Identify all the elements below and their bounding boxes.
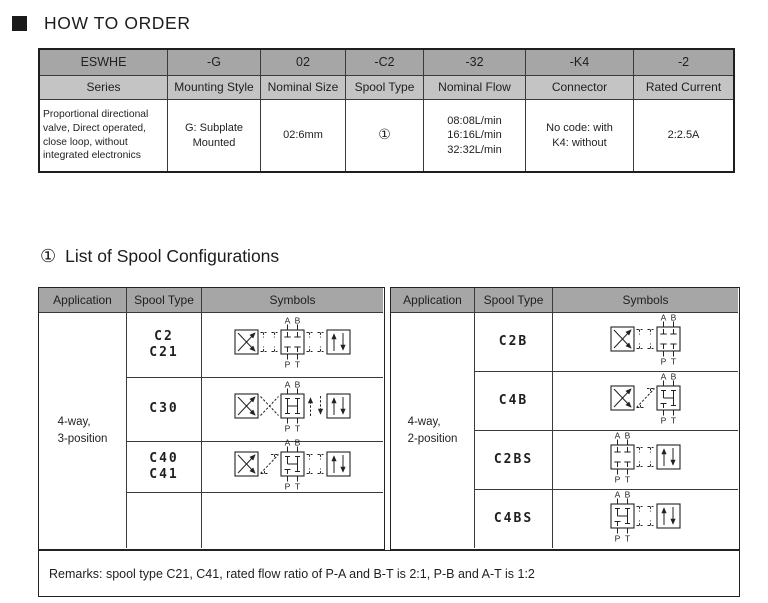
valve-symbol-cell [553, 313, 738, 372]
svg-text:A: A [284, 381, 291, 390]
section-title: List of Spool Configurations [65, 246, 280, 266]
svg-text:P: P [660, 415, 667, 425]
valve-symbol [607, 314, 684, 371]
order-value-mounting: G: Subplate Mounted [168, 100, 261, 171]
order-value-connector: No code: with K4: without [526, 100, 634, 171]
spool-type-cell: C2 C21 [127, 313, 202, 378]
order-value-series [40, 100, 168, 171]
svg-text:B: B [670, 372, 677, 381]
svg-text:B: B [294, 316, 301, 325]
column-header: Symbols [553, 288, 738, 313]
svg-text:T: T [670, 356, 677, 366]
spool-type-cell: C4B [475, 372, 553, 431]
valve-symbol-cell [202, 313, 383, 378]
svg-text:B: B [294, 381, 301, 390]
order-code-cell: -32 [424, 50, 526, 76]
svg-text:T: T [624, 533, 631, 543]
column-header: Spool Type [475, 288, 553, 313]
svg-text:A: A [614, 431, 621, 440]
column-header: Symbols [202, 288, 383, 313]
order-code-cell: 02 [261, 50, 346, 76]
order-label-cell: Nominal Flow [424, 76, 526, 100]
valve-symbol [607, 432, 684, 489]
svg-text:T: T [294, 481, 301, 491]
series-line: integrated electronics [43, 150, 141, 162]
order-label-cell: Nominal Size [261, 76, 346, 100]
order-code-cell: -2 [634, 50, 733, 76]
column-header: Application [391, 288, 475, 313]
svg-text:P: P [614, 533, 621, 543]
svg-text:T: T [294, 423, 301, 433]
spool-table-right [390, 287, 740, 550]
valve-symbol-cell-empty [202, 493, 383, 548]
valve-symbol [231, 381, 354, 438]
order-label-cell: Rated Current [634, 76, 733, 100]
svg-text:T: T [670, 415, 677, 425]
spool-config-section [38, 287, 740, 597]
svg-text:B: B [670, 313, 677, 322]
application-cell: 4-way, 2-position [391, 313, 475, 548]
spool-type-cell: C2BS [475, 431, 553, 490]
series-line: close loop, without [43, 136, 128, 148]
remarks-row [38, 550, 740, 597]
section-title: HOW TO ORDER [44, 13, 191, 33]
svg-text:P: P [660, 356, 667, 366]
order-code-cell: -G [168, 50, 261, 76]
svg-text:P: P [284, 481, 291, 491]
how-to-order-heading [12, 13, 191, 34]
spool-type-cell: C2B [475, 313, 553, 372]
order-value-size: 02:6mm [261, 100, 346, 171]
valve-symbol-cell [553, 431, 738, 490]
svg-text:A: A [284, 438, 291, 447]
svg-text:A: A [284, 316, 291, 325]
svg-text:A: A [660, 313, 667, 322]
order-code-cell: -K4 [526, 50, 634, 76]
svg-text:T: T [624, 474, 631, 484]
valve-symbol [231, 439, 354, 496]
spool-type-cell: C30 [127, 378, 202, 442]
svg-text:P: P [284, 359, 291, 369]
svg-text:B: B [624, 431, 631, 440]
spool-config-heading [40, 246, 279, 267]
svg-text:P: P [284, 423, 291, 433]
circled-one-icon: ① [378, 127, 391, 144]
order-value-spool-type [346, 100, 424, 171]
svg-text:A: A [660, 372, 667, 381]
order-code-cell: ESWHE [40, 50, 168, 76]
order-label-cell: Connector [526, 76, 634, 100]
spool-type-cell: C4BS [475, 490, 553, 548]
svg-text:B: B [624, 490, 631, 499]
spool-type-cell: C40 C41 [127, 442, 202, 493]
order-label-cell: Mounting Style [168, 76, 261, 100]
valve-symbol-cell [202, 438, 383, 493]
application-cell: 4-way, 3-position [39, 313, 127, 548]
svg-text:A: A [614, 490, 621, 499]
valve-symbol [607, 373, 684, 430]
valve-symbol [231, 317, 354, 374]
column-header: Spool Type [127, 288, 202, 313]
valve-symbol-cell [553, 372, 738, 431]
order-value-current: 2:2.5A [634, 100, 733, 171]
column-header: Application [39, 288, 127, 313]
order-label-cell: Series [40, 76, 168, 100]
order-code-table [38, 48, 735, 173]
series-line: Proportional directional [43, 109, 149, 121]
spool-table-left [38, 287, 385, 550]
circled-one-icon: ① [40, 246, 57, 267]
series-line: valve, Direct operated, [43, 122, 147, 134]
svg-text:P: P [614, 474, 621, 484]
order-label-cell: Spool Type [346, 76, 424, 100]
order-code-cell: -C2 [346, 50, 424, 76]
valve-symbol-cell [202, 378, 383, 442]
valve-symbol [607, 491, 684, 548]
black-square-bullet-icon [12, 16, 27, 31]
svg-text:T: T [294, 359, 301, 369]
spool-type-cell-empty [127, 493, 202, 548]
svg-text:B: B [294, 438, 301, 447]
valve-symbol-cell [553, 490, 738, 548]
remarks-text: Remarks: spool type C21, C41, rated flow ratio of P-A and B-T is 2:1, P-B and A-T is 1:2 [49, 566, 535, 581]
order-value-flow: 08:08L/min 16:16L/min 32:32L/min [424, 100, 526, 171]
